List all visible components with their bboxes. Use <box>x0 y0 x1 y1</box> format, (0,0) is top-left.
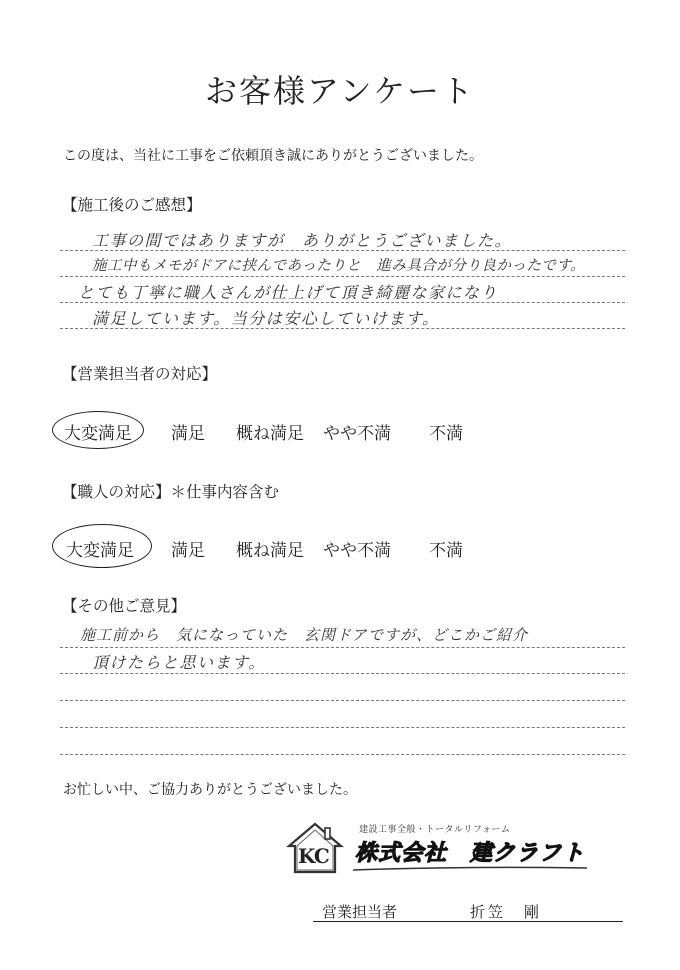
dotted-rule <box>60 700 625 701</box>
other-comments-heading: 【その他ご意見】 <box>62 597 187 615</box>
closing-text: お忙しい中、ご協力ありがとうございました。 <box>63 782 357 798</box>
dotted-rule <box>60 647 625 648</box>
rating-option-mostly-satisfied: 概ね満足 <box>236 424 304 444</box>
intro-text: この度は、当社に工事をご依頼頂き誠にありがとうございました。 <box>63 148 483 164</box>
rating-option-satisfied: 満足 <box>171 424 205 444</box>
rating-option-very-satisfied: 大変満足 <box>64 424 132 444</box>
logo-letters: KC <box>298 844 329 868</box>
dotted-rule <box>60 727 625 728</box>
rating-option-very-satisfied: 大変満足 <box>66 541 134 561</box>
sales-rep-heading: 【営業担当者の対応】 <box>62 365 218 383</box>
dotted-rule <box>60 276 625 277</box>
signature-line <box>313 921 623 922</box>
handwritten-line: 満足しています。当分は安心していけます。 <box>92 309 440 328</box>
dotted-rule <box>60 673 625 674</box>
craftsman-heading: 【職人の対応】＊仕事内容含む <box>62 483 280 501</box>
logo-swoosh-icon <box>351 864 591 874</box>
company-name: 株式会社 建クラフト <box>355 841 586 866</box>
rating-option-slightly-dissatisfied: やや不満 <box>323 541 391 561</box>
handwritten-line: 施工前から 気になっていた 玄関ドアですが、どこかご紹介 <box>80 626 529 644</box>
sales-rep-label: 営業担当者 <box>322 903 398 921</box>
handwritten-line: とても丁寧に職人さんが仕上げて頂き綺麗な家になり <box>78 283 499 302</box>
handwritten-line: 施工中もメモがドアに挟んであったりと 進み具合が分り良かったです。 <box>92 258 586 274</box>
sales-rep-name: 折笠 剛 <box>470 903 543 921</box>
survey-title: お客様アンケート <box>204 72 476 110</box>
impressions-heading: 【施工後のご感想】 <box>62 196 202 214</box>
rating-option-dissatisfied: 不満 <box>429 541 463 561</box>
handwritten-line: 頂けたらと思います。 <box>92 653 266 672</box>
dotted-rule <box>60 754 625 755</box>
company-tagline: 建設工事全般・トータルリフォーム <box>359 825 511 835</box>
company-logo <box>285 820 595 878</box>
rating-option-satisfied: 満足 <box>171 541 205 561</box>
rating-option-mostly-satisfied: 概ね満足 <box>236 541 304 561</box>
handwritten-line: 工事の間ではありますが ありがとうございました。 <box>92 231 513 250</box>
rating-option-dissatisfied: 不満 <box>429 424 463 444</box>
rating-option-slightly-dissatisfied: やや不満 <box>323 424 391 444</box>
